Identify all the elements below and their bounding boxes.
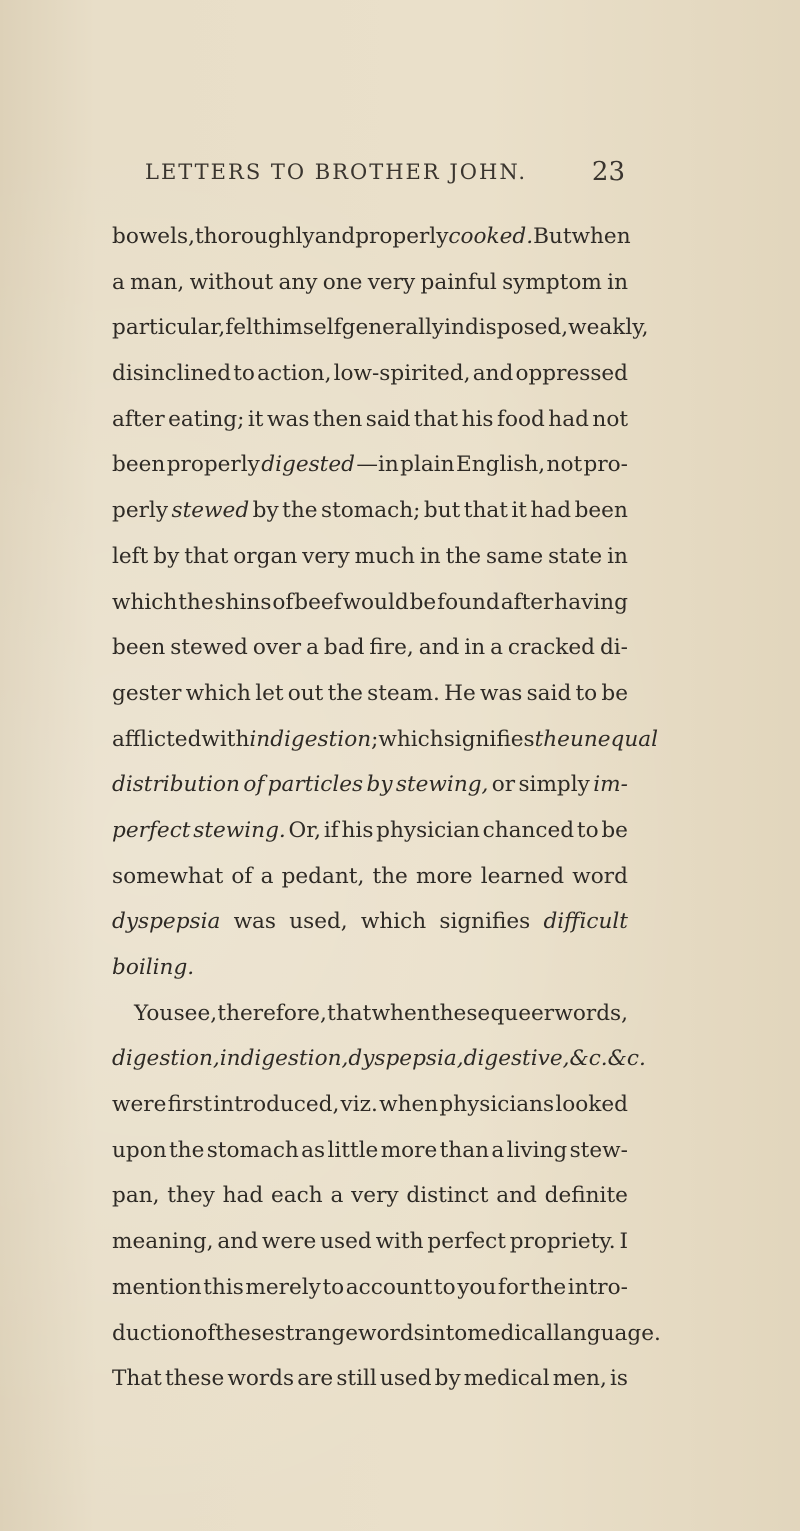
word: when: [371, 1000, 431, 1026]
word: distinct: [406, 1183, 489, 1209]
word: would: [342, 589, 409, 615]
word: properly: [166, 452, 260, 478]
word: felt: [225, 315, 262, 341]
word: let: [255, 680, 284, 706]
word: the: [327, 680, 363, 706]
word: intro-: [567, 1274, 628, 1300]
text-line: [112, 1082, 628, 1128]
word: had: [222, 1183, 264, 1209]
word: same: [485, 543, 544, 569]
word: properly: [355, 224, 449, 249]
text-line: [112, 854, 628, 900]
word: mention: [112, 1274, 202, 1300]
word: stewed: [171, 498, 250, 524]
word: that: [184, 543, 229, 569]
word: the: [282, 498, 318, 524]
word: upon: [112, 1137, 167, 1163]
word: beef: [294, 589, 342, 615]
text-line: [112, 351, 628, 397]
word: more: [415, 863, 473, 889]
word: simply: [518, 772, 590, 798]
word: the: [178, 589, 214, 615]
text-line: [112, 534, 628, 580]
word: are: [297, 1366, 334, 1392]
word: in: [607, 269, 628, 295]
word: weakly,: [568, 315, 649, 341]
word: more: [380, 1137, 438, 1163]
word: distribution: [112, 772, 240, 798]
word: organ: [233, 543, 298, 569]
word: the: [530, 1274, 567, 1300]
word: when: [571, 224, 631, 249]
word: duction: [112, 1320, 195, 1346]
word: over: [252, 635, 302, 661]
word: afflicted: [112, 726, 202, 752]
word: men,: [552, 1366, 607, 1392]
word: medical: [467, 1320, 554, 1346]
word: been: [112, 452, 166, 478]
word: living: [506, 1137, 568, 1163]
word: a: [260, 863, 274, 889]
word: and: [217, 1229, 259, 1255]
word: without: [189, 269, 274, 295]
word: used: [320, 1229, 372, 1255]
word: signifies: [443, 726, 535, 752]
word: in: [607, 543, 628, 569]
word: of: [231, 863, 253, 889]
word: each: [271, 1183, 323, 1209]
word: —in: [356, 452, 399, 478]
word: or: [491, 772, 516, 798]
word: it: [247, 406, 264, 432]
text-line: [112, 580, 628, 626]
word: these: [165, 1366, 225, 1392]
word: merely: [245, 1274, 321, 1300]
word: a: [491, 1137, 505, 1163]
word: word: [572, 863, 628, 889]
text-line: [112, 442, 628, 488]
word: painful: [420, 269, 497, 295]
word: account: [345, 1274, 433, 1300]
word: much: [354, 543, 415, 569]
word: and: [472, 361, 514, 387]
word: He: [444, 680, 476, 706]
word: the: [534, 726, 570, 752]
text-line: [112, 1128, 628, 1174]
word: stewing.: [193, 817, 286, 843]
word: &c.: [569, 1046, 608, 1072]
word: had: [548, 406, 589, 432]
word: see,: [173, 1000, 218, 1026]
word: state: [548, 543, 603, 569]
word: one: [322, 269, 363, 295]
word: That: [112, 1366, 162, 1392]
word: thoroughly: [194, 224, 315, 249]
body-text: [112, 214, 661, 1402]
word: symptom: [502, 269, 602, 295]
word: words,: [554, 1000, 628, 1026]
word: therefore,: [217, 1000, 327, 1026]
word: they: [167, 1183, 215, 1209]
word: his: [461, 406, 494, 432]
word: to: [576, 817, 599, 843]
word: and: [314, 224, 356, 249]
word: first: [167, 1092, 213, 1118]
word: used: [379, 1366, 432, 1392]
word: a: [330, 1183, 344, 1209]
word: steam.: [367, 680, 440, 706]
word: somewhat: [112, 863, 224, 889]
word: said: [365, 406, 411, 432]
word: unequal: [569, 726, 659, 752]
word: be: [601, 680, 628, 706]
word: any: [278, 269, 318, 295]
word: these: [430, 1000, 491, 1026]
word: were: [112, 1092, 167, 1118]
word: perly: [112, 498, 169, 524]
word: eating;: [168, 406, 245, 432]
word: plain: [400, 452, 455, 478]
word: stewing,: [395, 772, 489, 798]
page-number: 23: [591, 157, 625, 187]
word: that: [413, 406, 459, 432]
word: generally: [341, 315, 445, 341]
word: dyspepsia,: [348, 1046, 464, 1072]
word: into: [424, 1320, 468, 1346]
word: shins: [214, 589, 272, 615]
word: dyspepsia: [112, 909, 221, 935]
text-line: [112, 488, 628, 534]
word: is: [609, 1366, 628, 1392]
text-line: [112, 1265, 628, 1311]
word: meaning,: [112, 1229, 214, 1255]
word: low-spirited,: [333, 361, 471, 387]
word: propriety.: [509, 1229, 616, 1255]
word: was: [479, 680, 523, 706]
word: you: [457, 1274, 497, 1300]
word: a: [112, 269, 125, 295]
word: when: [379, 1092, 439, 1118]
word: been: [112, 635, 166, 661]
word: still: [336, 1366, 377, 1392]
word: to: [322, 1274, 345, 1300]
word: which: [378, 726, 444, 752]
word: gester: [112, 680, 182, 706]
word: I: [619, 1229, 628, 1255]
word: left: [112, 543, 149, 569]
text-line: [112, 1173, 628, 1219]
word: was: [233, 909, 277, 935]
word: not: [546, 452, 583, 478]
text-line: [112, 1219, 628, 1265]
word: which: [360, 909, 427, 935]
text-line: [112, 260, 628, 306]
word: and: [496, 1183, 537, 1209]
word: after: [500, 589, 554, 615]
word: boiling.: [112, 955, 195, 980]
word: words: [358, 1320, 425, 1346]
word: &c.: [607, 1046, 646, 1072]
word: his: [341, 817, 374, 843]
word: was: [267, 406, 310, 432]
text-line: [112, 305, 649, 351]
word: by: [434, 1366, 461, 1392]
word: found: [437, 589, 500, 615]
word: of: [194, 1320, 216, 1346]
word: im-: [593, 772, 628, 798]
word: stomach;: [321, 498, 421, 524]
text-line: [112, 762, 628, 808]
word: pro-: [583, 452, 628, 478]
word: English,: [455, 452, 546, 478]
word: but: [423, 498, 461, 524]
word: this: [203, 1274, 244, 1300]
word: of: [272, 589, 294, 615]
word: be: [601, 817, 628, 843]
word: very: [351, 1183, 399, 1209]
word: been: [574, 498, 628, 524]
word: digestive,: [463, 1046, 570, 1072]
word: bowels,: [112, 224, 195, 249]
word: words: [227, 1366, 295, 1392]
word: language.: [553, 1320, 661, 1346]
word: stewed: [170, 635, 248, 661]
word: looked: [555, 1092, 628, 1118]
word: But: [533, 224, 572, 249]
word: very: [367, 269, 416, 295]
word: if: [323, 817, 339, 843]
text-line: [112, 1036, 646, 1082]
word: man,: [130, 269, 185, 295]
word: definite: [544, 1183, 628, 1209]
word: indisposed,: [444, 315, 569, 341]
word: pan,: [112, 1183, 160, 1209]
text-line: [112, 625, 628, 671]
word: digested: [261, 452, 355, 478]
running-title: LETTERS TO BROTHER JOHN.: [145, 160, 528, 184]
word: after: [112, 406, 165, 432]
word: viz.: [340, 1092, 378, 1118]
word: perfect: [112, 817, 191, 843]
word: ;: [371, 726, 379, 752]
word: indigestion,: [219, 1046, 349, 1072]
word: cooked.: [448, 224, 534, 249]
word: digestion,: [112, 1046, 220, 1072]
word: of: [243, 772, 265, 798]
word: said: [526, 680, 572, 706]
word: cracked: [507, 635, 595, 661]
word: the: [372, 863, 408, 889]
word: oppressed: [515, 361, 628, 387]
word: having: [554, 589, 628, 615]
text-line: [112, 991, 628, 1037]
text-line: [112, 397, 628, 443]
word: with: [201, 726, 250, 752]
word: particular,: [112, 315, 226, 341]
word: physicians: [439, 1092, 555, 1118]
word: perfect: [427, 1229, 506, 1255]
text-line: [112, 1356, 628, 1402]
word: for: [497, 1274, 530, 1300]
word: in: [464, 635, 486, 661]
word: out: [287, 680, 324, 706]
text-line: [112, 1311, 661, 1357]
word: learned: [480, 863, 565, 889]
word: introduced,: [213, 1092, 340, 1118]
word: di-: [599, 635, 628, 661]
word: stomach: [206, 1137, 299, 1163]
text-line: [112, 671, 628, 717]
word: fire,: [369, 635, 414, 661]
word: which: [112, 589, 178, 615]
word: not: [592, 406, 628, 432]
word: the: [168, 1137, 205, 1163]
word: that: [327, 1000, 372, 1026]
word: then: [312, 406, 363, 432]
word: difficult: [543, 909, 628, 935]
word: that: [463, 498, 508, 524]
word: little: [327, 1137, 379, 1163]
word: with: [375, 1229, 424, 1255]
word: as: [301, 1137, 326, 1163]
word: stew-: [569, 1137, 628, 1163]
word: indigestion: [249, 726, 372, 752]
word: by: [252, 498, 279, 524]
word: pedant,: [281, 863, 365, 889]
word: be: [409, 589, 437, 615]
word: food: [496, 406, 545, 432]
word: very: [302, 543, 350, 569]
word: the: [445, 543, 482, 569]
word: himself: [261, 315, 342, 341]
word: these: [215, 1320, 275, 1346]
word: strange: [274, 1320, 359, 1346]
word: to: [433, 1274, 456, 1300]
word: chanced: [482, 817, 575, 843]
text-line: [112, 717, 659, 763]
word: by: [153, 543, 180, 569]
word: were: [261, 1229, 317, 1255]
word: disinclined: [112, 361, 232, 387]
word: which: [185, 680, 251, 706]
word: particles: [267, 772, 364, 798]
word: action,: [257, 361, 332, 387]
word: it: [511, 498, 527, 524]
word: by: [366, 772, 393, 798]
word: queer: [490, 1000, 555, 1026]
word: physician: [376, 817, 480, 843]
word: bad: [323, 635, 365, 661]
word: and: [418, 635, 460, 661]
word: You: [134, 1000, 174, 1026]
page-header: [145, 157, 625, 196]
word: than: [439, 1137, 489, 1163]
text-line: [112, 214, 631, 260]
word: to: [233, 361, 255, 387]
word: Or,: [288, 817, 322, 843]
word: medical: [463, 1366, 550, 1392]
word: had: [530, 498, 572, 524]
text-line: [112, 945, 628, 991]
text-line: [112, 808, 628, 854]
word: used,: [289, 909, 348, 935]
word: to: [575, 680, 598, 706]
word: a: [306, 635, 319, 661]
word: a: [490, 635, 503, 661]
word: signifies: [439, 909, 531, 935]
text-line: [112, 899, 628, 945]
word: in: [419, 543, 441, 569]
